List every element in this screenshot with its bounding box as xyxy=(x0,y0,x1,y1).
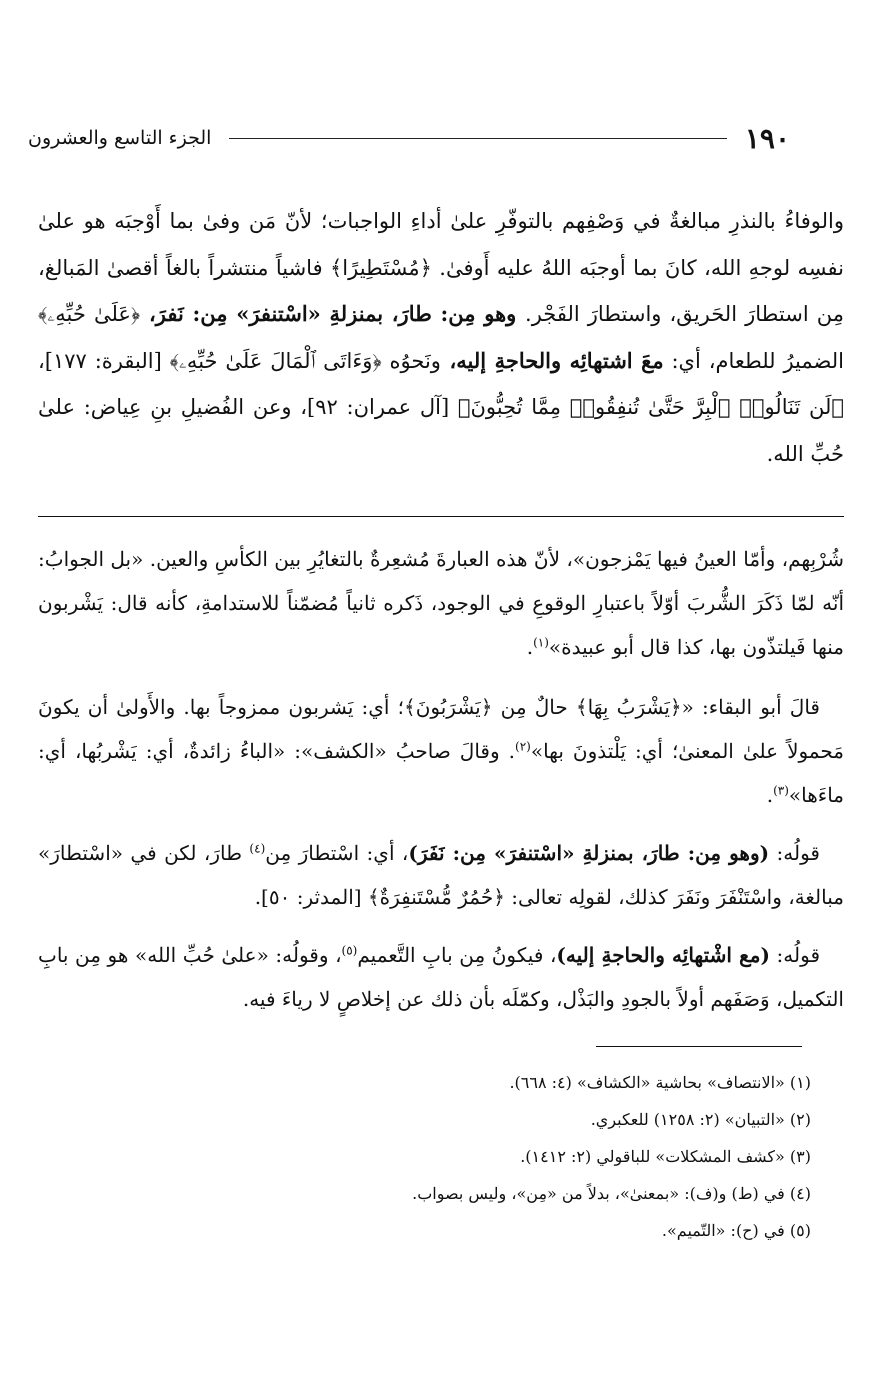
section-divider xyxy=(38,516,844,517)
commentary-text-part: ، فيكونُ مِن بابِ التَّعميم xyxy=(357,943,557,967)
footnotes xyxy=(91,1064,811,1249)
footnote-ref: (١) xyxy=(533,635,549,650)
commentary-text-part: ، وقولُه: «علىٰ حُبِّ الله» هو مِن بابِ التكميل، وَصَفَهم أولاً بالجودِ والبَذْل، وكمّلَه بأن ذلك عن إخلاصٍ لا رياءَ فيه. xyxy=(38,943,844,1011)
footnote-item: (٢) «التبيان» (٢: ١٢٥٨) للعكبري. xyxy=(590,1110,811,1129)
commentary-text-part: . وقالَ صاحبُ «الكشف»: «الباءُ زائدةٌ، أي: يَشْربُها، أي: ماءَها» xyxy=(38,739,844,807)
footnote-item: (٤) في (ط) و(ف): «بمعنىٰ»، بدلاً من «مِن»، وليس بصواب. xyxy=(412,1184,811,1203)
commentary-paragraph xyxy=(38,933,844,1021)
commentary-paragraph xyxy=(38,685,844,817)
footnote-item: (١) «الانتصاف» بحاشية «الكشاف» (٤: ٦٦٨). xyxy=(509,1073,811,1092)
main-text-part: ونَحوُه ﴿وَءَاتَى ٱلْمَالَ عَلَىٰ حُبِّهِۦ﴾ [البقرة: ١٧٧]، ﴿لَن تَنَالُوا۟ ٱلْبِرَّ حَتَّىٰ تُنفِقُوا۟ مِمَّا تُحِبُّونَ﴾ [آل عمران: ٩٢]، وعن الفُضيلِ بنِ عِياض: علىٰ حُبِّ الله. xyxy=(38,348,845,466)
commentary-text xyxy=(38,537,844,1035)
footnote-ref: (٢) xyxy=(515,739,531,754)
main-text-part: ﴿عَلَىٰ حُبِّهِۦ﴾ الضميرُ للطعام، أي: xyxy=(38,302,844,373)
quoted-phrase: (وهو مِن: طارَ، بمنزلةِ «اسْتنفرَ» مِن: نَفَرَ) xyxy=(408,841,770,865)
footnote-ref: (٤) xyxy=(249,841,266,856)
commentary-paragraph xyxy=(38,537,844,669)
header-title: الجزء التاسع والعشرون xyxy=(28,127,212,149)
commentary-text-part: قولُه: xyxy=(769,841,820,865)
quoted-phrase: (مع اشْتهائِه والحاجةِ إليه) xyxy=(556,943,770,967)
footnote-item: (٥) في (ح): «التّميم». xyxy=(661,1221,811,1240)
commentary-text-part: طارَ، لكن في «اسْتطارَ» مبالغة، واسْتَنْفَرَ ونَفَرَ كذلك، لقولِه تعالى: ﴿حُمُرٌ مُّسْتَنفِرَةٌ﴾ [المدثر: ٥٠]. xyxy=(38,841,844,909)
commentary-paragraph xyxy=(38,831,844,919)
commentary-text-part: . xyxy=(526,635,534,659)
commentary-text-part: شُرْبِهم، وأمّا العينُ فيها يَمْزجون»، لأنّ هذه العبارةَ مُشعِرةٌ بالتغايُرِ بين الكأسِ والعين. «بل الجوابُ: أنّه لمّا ذَكَرَ الشُّربَ أوّلاً باعتبارِ الوقوعِ في الوجود، ذَكره ثانياً مُضمّناً للاستدامةِ، كأنه قال: يَشْربون منها فَيلتذّون بها، كذا قال أبو عبيدة» xyxy=(38,547,844,659)
footnote-ref: (٣) xyxy=(773,783,789,798)
commentary-text-part: قولُه: xyxy=(769,943,820,967)
header-rule xyxy=(229,138,726,139)
running-header xyxy=(28,118,790,158)
commentary-text-part: . xyxy=(766,783,774,807)
main-text-part: والوفاءُ بالنذرِ مبالغةٌ في وَصْفِهم بالتوفّرِ علىٰ أداءِ الواجبات؛ لأنّ مَن وفىٰ بما أَوْجبَه هو علىٰ نفسِه لوجهِ الله، كانَ بما أوجبَه اللهُ عليه أَوفىٰ. ﴿مُسْتَطِيرًا﴾ فاشياً منتشراً بالغاً أقصىٰ المَبالغ، مِن استطارَ الحَريق، واستطارَ الفَجْر. xyxy=(38,209,844,326)
footnote-item: (٣) «كشف المشكلات» للباقولي (٢: ١٤١٢). xyxy=(520,1147,811,1166)
main-bold-phrase: معَ اشتهائِه والحاجةِ إليه، xyxy=(440,347,664,373)
page-number: ١٩٠ xyxy=(744,121,790,155)
main-text xyxy=(38,198,844,477)
footnote-ref: (٥) xyxy=(341,943,358,958)
main-bold-phrase: وهو مِن: طارَ، بمنزلةِ «اسْتنفرَ» مِن: نَفرَ، xyxy=(140,301,526,326)
footnote-divider xyxy=(596,1046,802,1047)
commentary-text-part: ، أي: اسْتطارَ مِن xyxy=(265,841,409,865)
main-paragraph xyxy=(38,198,844,477)
commentary-text-part: قالَ أبو البقاء: «﴿يَشْرَبُ بِهَا﴾ حالٌ مِن ﴿يَشْرَبُونَ﴾؛ أي: يَشربون ممزوجاً بها. والأَولىٰ أن يكونَ مَحمولاً علىٰ المعنىٰ؛ أي: يَلْتذونَ بها» xyxy=(38,695,844,763)
